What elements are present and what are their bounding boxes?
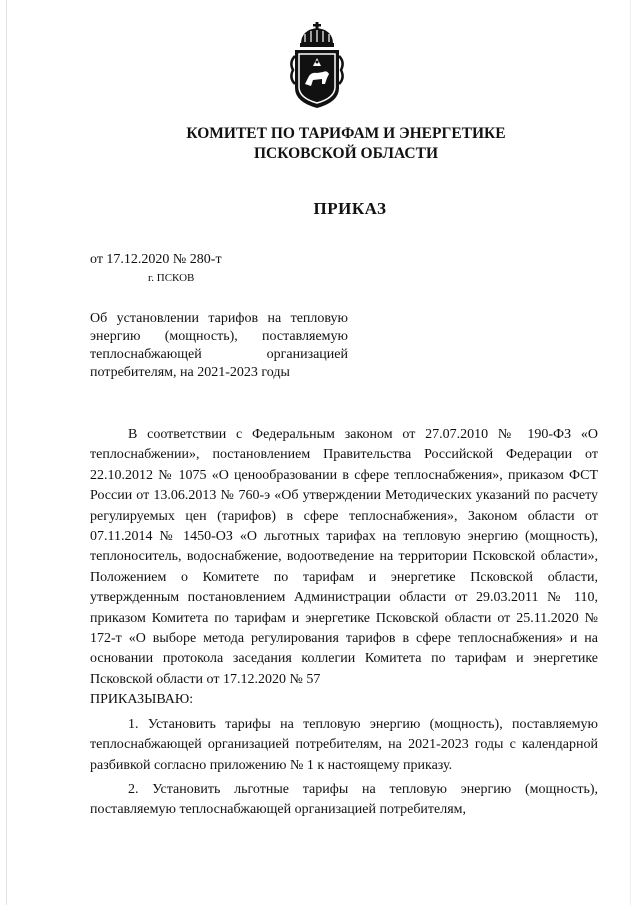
scan-edge-right	[630, 0, 631, 905]
order-subject-line: потребителям, на 2021-2023 годы	[90, 365, 290, 380]
order-subject-line: Об установлении тарифов на тепловую	[90, 311, 348, 326]
order-subject-line: теплоснабжающей организацией	[90, 347, 348, 362]
organization-name-line-1: КОМИТЕТ ПО ТАРИФАМ И ЭНЕРГЕТИКЕ	[186, 125, 506, 142]
order-date-number: от 17.12.2020 № 280-т	[90, 252, 222, 267]
order-item-2: 2. Установить льготные тарифы на тепловую энергию (мощность), поставляемую теплоснабжающей организацией потребителям,	[90, 781, 598, 818]
scan-edge-left	[6, 0, 7, 905]
document-type-title: ПРИКАЗ	[313, 199, 387, 218]
organization-name-line-2: ПСКОВСКОЙ ОБЛАСТИ	[253, 145, 438, 162]
order-place: г. ПСКОВ	[148, 272, 195, 284]
order-subject-line: энергию (мощность), поставляемую	[90, 329, 348, 344]
preamble-paragraph: В соответствии с Федеральным законом от 27.07.2010 № 190-ФЗ «О теплоснабжении», постановлением Правительства Российской Федерации от 22.10.2012 № 1075 «О ценообразовании в сфере теплоснабжения», приказом ФСТ России от 13.06.2013 № 760-э «Об утверждении Методических указаний по расчету регулируемых цен (тарифов) в сфере теплоснабжения», Законом области от 07.11.2014 № 1450-ОЗ «О льготных тарифах на тепловую энергию (мощность), теплоноситель, водоснабжение, водоотведение на территории Псковской области», Положением о Комитете по тарифам и энергетике Псковской области, утвержденным постановлением Администрации области от 29.03.2011 № 110, приказом Комитета по тарифам и энергетике Псковской области от 25.11.2020 № 172-т «О выборе метода регулирования тарифов в сфере теплоснабжения» и на основании протокола заседания коллегии Комитета по тарифам и энергетике Псковской области от 17.12.2020 № 57	[90, 427, 598, 687]
organization-name	[160, 124, 532, 164]
pskov-oblast-coat-of-arms-icon	[287, 22, 347, 110]
order-subject	[90, 310, 348, 382]
order-item-1: 1. Установить тарифы на тепловую энергию (мощность), поставляемую теплоснабжающей организацией потребителям, на 2021-2023 годы с календарной разбивкой согласно приложению № 1 к настоящему приказу.	[90, 716, 598, 773]
order-word: ПРИКАЗЫВАЮ:	[90, 692, 194, 708]
order-body	[90, 425, 598, 821]
